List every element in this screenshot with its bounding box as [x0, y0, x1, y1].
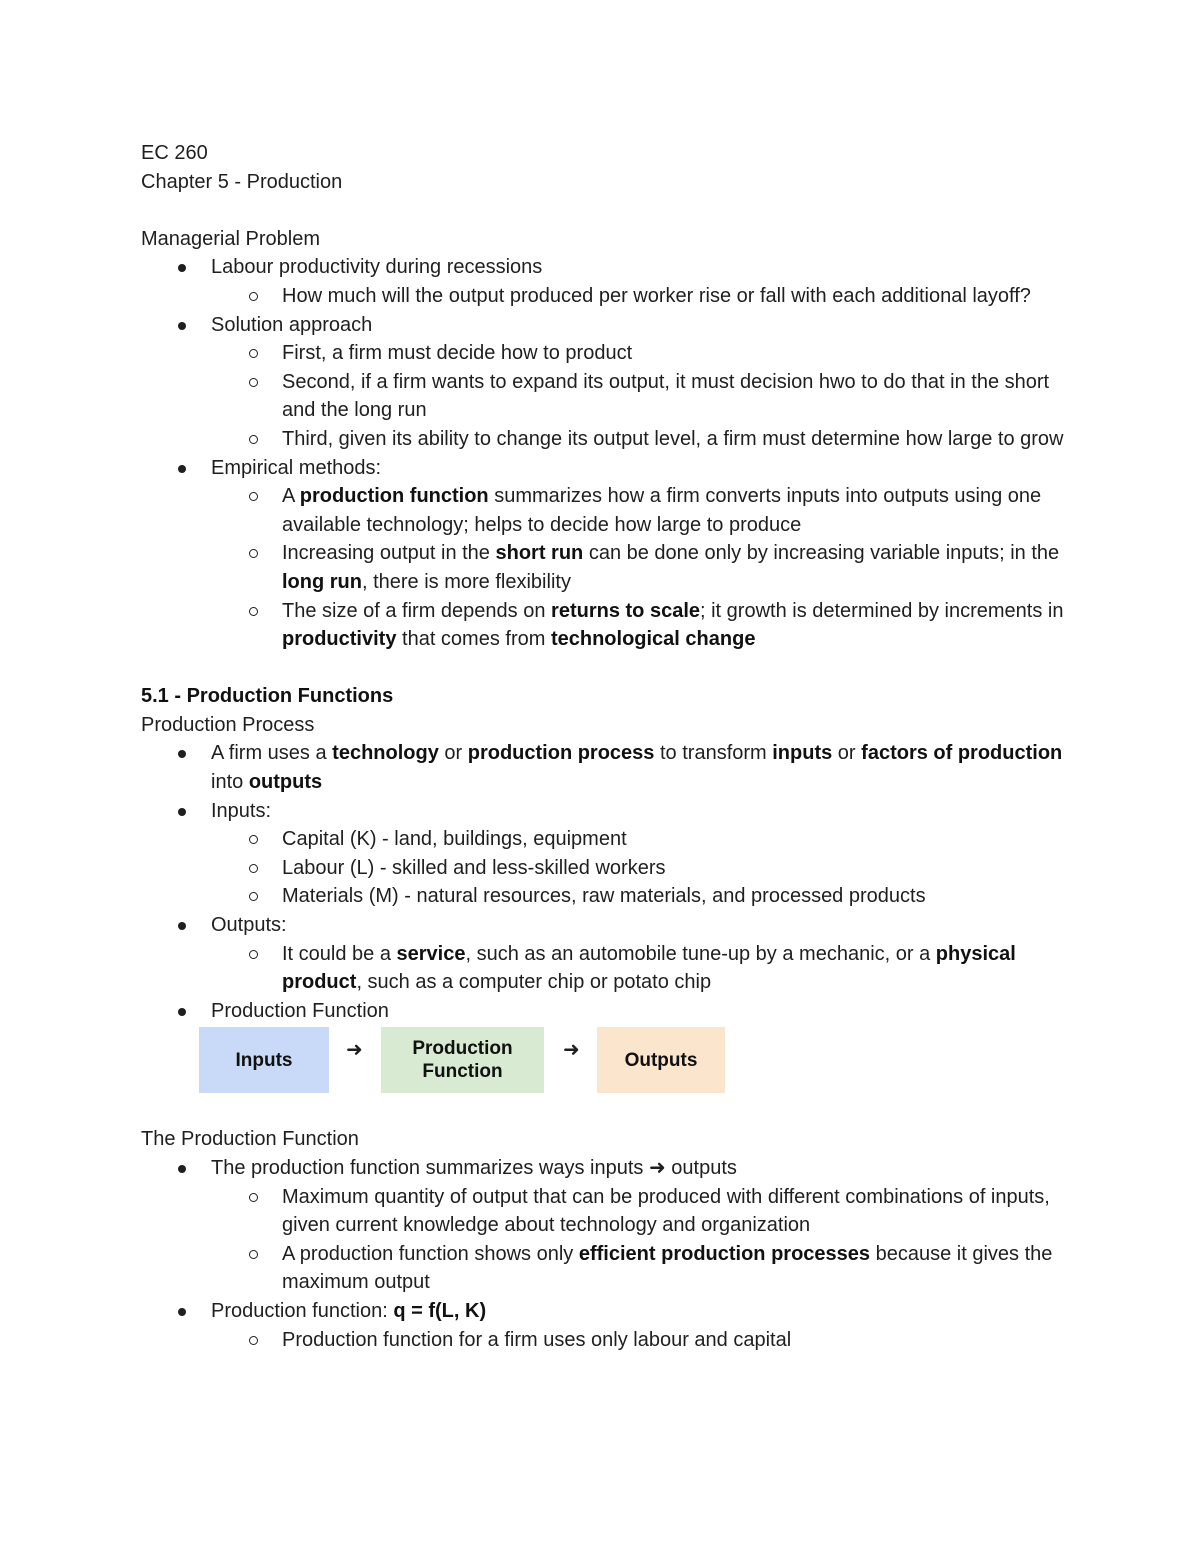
list-item-text: Solution approach: [211, 313, 373, 336]
sub-list-item: [141, 282, 1071, 311]
bullet-dot-icon: [178, 322, 186, 330]
bullet-dot-icon: [178, 1308, 186, 1316]
bullet-circle-icon: [249, 1336, 258, 1345]
list-item-text: Outputs:: [211, 914, 287, 937]
spacer: [141, 654, 1071, 683]
text-segment: , such as an automobile tune-up by a mechanic, or a: [465, 942, 936, 965]
bold-term: technological change: [550, 628, 756, 651]
list-item-text: Empirical methods:: [211, 456, 382, 479]
list-item: [141, 739, 1071, 796]
spacer: [141, 196, 1071, 225]
list-item: [141, 1154, 1071, 1183]
text-segment: Production function:: [211, 1299, 394, 1322]
text-segment: A: [282, 485, 300, 508]
sub-list-item: [141, 597, 1071, 654]
list-item-text: Inputs:: [211, 799, 272, 822]
bullet-dot-icon: [178, 465, 186, 473]
list-item: [141, 911, 1071, 940]
bold-term: technology: [332, 742, 439, 765]
sub-list-item: [141, 1326, 1071, 1355]
bold-term: inputs: [772, 742, 833, 765]
text-segment: It could be a: [282, 942, 397, 965]
list-item: [141, 454, 1071, 483]
list-item-text: Second, if a firm wants to expand its output, it must decision hwo to do that in the short and the long run: [282, 370, 1050, 422]
list-item-text: Maximum quantity of output that can be produced with different combinations of inputs, given current knowledge about technology and organization: [282, 1185, 1050, 1237]
bullet-circle-icon: [249, 549, 258, 558]
bold-term: physical product: [282, 942, 1016, 994]
course-code: EC 260: [141, 142, 208, 164]
bullet-dot-icon: [178, 922, 186, 930]
bold-term: service: [396, 942, 466, 965]
bullet-dot-icon: [178, 1008, 186, 1016]
text-segment: or: [832, 742, 862, 765]
bullet-dot-icon: [178, 1165, 186, 1173]
list-item-text: How much will the output produced per worker rise or fall with each additional layoff?: [282, 284, 1031, 307]
text-segment: A firm uses a: [211, 742, 333, 765]
text-segment: , such as a computer chip or potato chip: [356, 971, 712, 994]
chapter-title: Chapter 5 - Production: [141, 170, 343, 193]
sub-list-item: [141, 854, 1071, 883]
bullet-circle-icon: [249, 492, 258, 501]
bullet-circle-icon: [249, 1193, 258, 1202]
sub-list-item: [141, 1183, 1071, 1240]
text-segment: Increasing output in the: [282, 542, 496, 565]
bullet-dot-icon: [178, 264, 186, 272]
list-item-text: Production function for a firm uses only labour and capital: [282, 1328, 792, 1351]
sub-list-item: [141, 539, 1071, 596]
production-function-title: The Production Function: [141, 1128, 359, 1151]
sub-list-item: [141, 339, 1071, 368]
list-item: [141, 311, 1071, 340]
bold-term: production function: [299, 485, 489, 508]
bullet-dot-icon: [178, 750, 186, 758]
document-page: [141, 139, 1071, 1354]
bullet-circle-icon: [249, 349, 258, 358]
bold-term: efficient production processes: [578, 1242, 871, 1265]
bold-term: short run: [495, 542, 584, 565]
list-item-text: Capital (K) - land, buildings, equipment: [282, 828, 627, 851]
formula: q = f(L, K): [393, 1299, 487, 1322]
sub-list-item: [141, 825, 1071, 854]
text-segment: ; it growth is determined by increments in: [700, 599, 1064, 622]
bullet-circle-icon: [249, 435, 258, 444]
bold-term: factors of production: [861, 742, 1063, 765]
section-subtitle: Production Process: [141, 713, 315, 736]
bullet-circle-icon: [249, 1250, 258, 1259]
text-segment: because it gives the maximum output: [282, 1242, 1053, 1294]
text-segment: that comes from: [396, 628, 551, 651]
bold-term: productivity: [282, 628, 397, 651]
sub-list-item: [141, 940, 1071, 997]
text-segment: to transform: [654, 742, 773, 765]
flow-box-production-function: Production Function: [381, 1027, 544, 1093]
flow-box-outputs: Outputs: [597, 1027, 725, 1093]
bullet-circle-icon: [249, 864, 258, 873]
list-item: [141, 1297, 1071, 1326]
bullet-circle-icon: [249, 892, 258, 901]
list-item: [141, 997, 1071, 1026]
sub-list-item: [141, 425, 1071, 454]
bold-term: outputs: [248, 771, 323, 794]
text-segment: into: [211, 771, 249, 794]
managerial-problem-title: Managerial Problem: [141, 227, 320, 250]
list-item-text: Third, given its ability to change its output level, a firm must determine how large to grow: [282, 427, 1064, 450]
list-item: [141, 797, 1071, 826]
list-item-text: The production function summarizes ways inputs ➜ outputs: [211, 1157, 737, 1179]
text-segment: The size of a firm depends on: [282, 599, 552, 622]
sub-list-item: [141, 482, 1071, 539]
list-item-text: Labour productivity during recessions: [211, 256, 543, 279]
section-heading: 5.1 - Production Functions: [141, 685, 394, 708]
list-item-text: Production Function: [211, 999, 389, 1022]
list-item: [141, 253, 1071, 282]
bold-term: long run: [282, 570, 362, 593]
sub-list-item: [141, 368, 1071, 425]
bullet-circle-icon: [249, 292, 258, 301]
text-segment: , there is more flexibility: [361, 570, 571, 593]
list-item-text: Materials (M) - natural resources, raw materials, and processed products: [282, 885, 926, 908]
production-flow-diagram: [199, 1027, 1071, 1099]
text-segment: or: [438, 742, 468, 765]
bullet-circle-icon: [249, 950, 258, 959]
text-segment: can be done only by increasing variable inputs; in the: [583, 542, 1060, 565]
bullet-circle-icon: [249, 835, 258, 844]
flow-box-inputs: Inputs: [199, 1027, 329, 1093]
sub-list-item: [141, 882, 1071, 911]
bold-term: returns to scale: [551, 599, 700, 622]
text-segment: summarizes how a firm converts inputs into outputs using one available technology; helps to decide how large to produce: [282, 485, 1042, 536]
list-item-text: First, a firm must decide how to product: [282, 342, 633, 365]
bullet-dot-icon: [178, 808, 186, 816]
list-item-text: Labour (L) - skilled and less-skilled workers: [282, 856, 666, 879]
arrow-right-icon: ➜: [346, 1039, 363, 1062]
text-segment: A production function shows only: [282, 1242, 579, 1265]
sub-list-item: [141, 1240, 1071, 1297]
arrow-right-icon: ➜: [563, 1039, 580, 1062]
bullet-circle-icon: [249, 378, 258, 387]
bullet-circle-icon: [249, 607, 258, 616]
bold-term: production process: [467, 742, 655, 765]
